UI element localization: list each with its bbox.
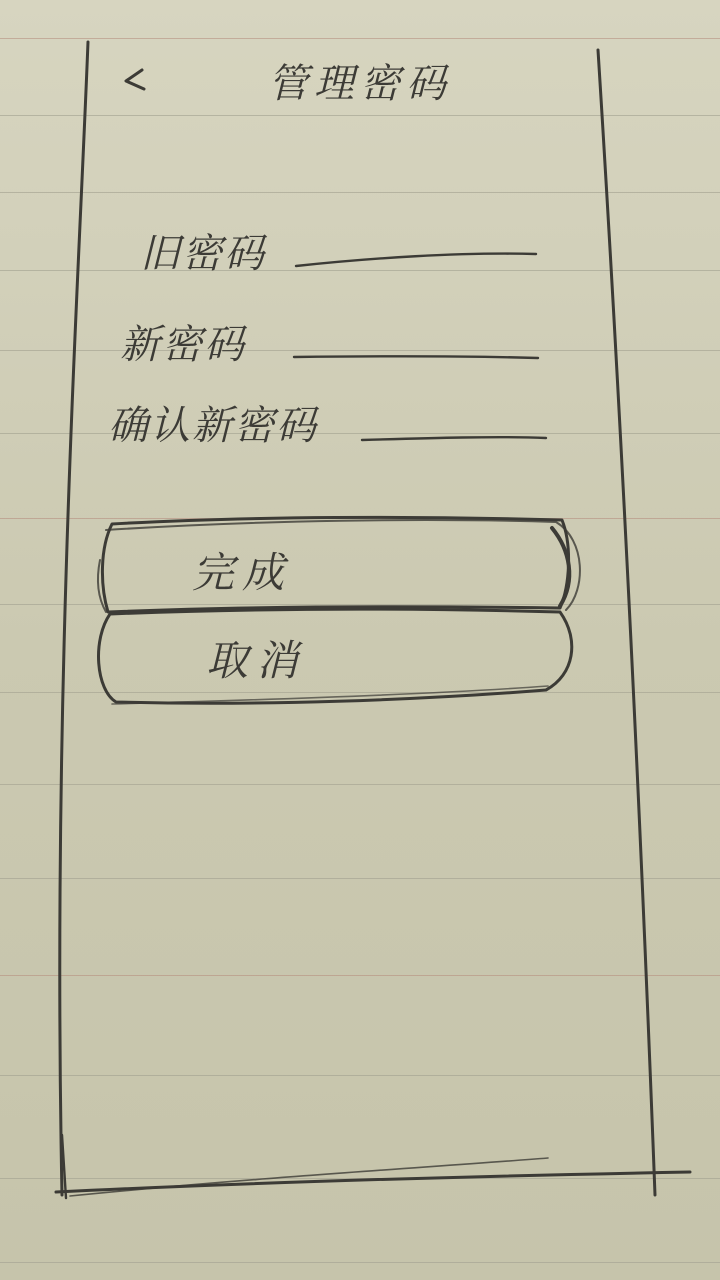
new-password-label: 新密码: [120, 322, 246, 368]
confirm-button-label: 完成: [192, 548, 293, 597]
new-password-underline: [294, 356, 538, 358]
old-password-input[interactable]: [298, 226, 538, 262]
page-title: 管理密码: [268, 61, 452, 107]
old-password-label: 旧密码: [140, 231, 266, 277]
frame-right-edge: [598, 50, 655, 1195]
confirm-new-password-input[interactable]: [364, 402, 548, 438]
cancel-button[interactable]: [104, 612, 566, 702]
new-password-input[interactable]: [296, 320, 540, 356]
frame-left-edge: [60, 42, 88, 1195]
confirm-button[interactable]: [104, 520, 566, 608]
confirm-new-password-label: 确认新密码: [108, 403, 318, 449]
cancel-button-label: 取消: [206, 636, 307, 685]
